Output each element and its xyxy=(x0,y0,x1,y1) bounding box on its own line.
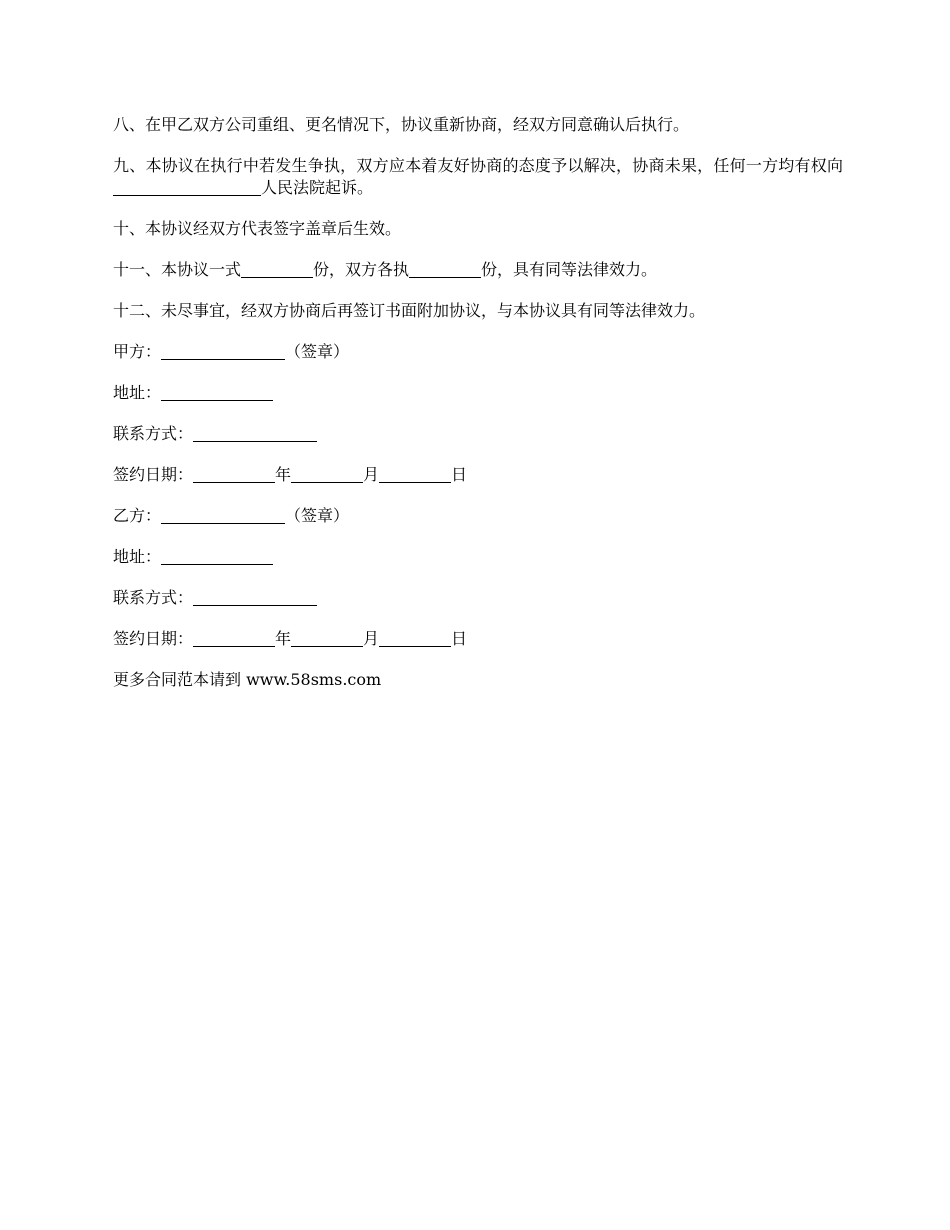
document-content xyxy=(113,114,843,710)
party-b-day-unit: 日 xyxy=(451,629,468,648)
party-b-seal-note: （签章） xyxy=(285,506,350,525)
party-a-seal-note: （签章） xyxy=(285,342,350,361)
clause-11-text-end: 份，具有同等法律效力。 xyxy=(481,260,658,279)
party-b-name-row xyxy=(113,505,843,527)
party-a-address-row xyxy=(113,382,843,404)
party-b-name-blank xyxy=(161,506,285,524)
court-blank xyxy=(113,178,261,196)
party-a-day-unit: 日 xyxy=(451,465,468,484)
party-a-day-blank xyxy=(379,465,451,483)
party-a-year-unit: 年 xyxy=(275,465,292,484)
party-a-address-blank xyxy=(161,383,273,401)
party-a-contact-label: 联系方式： xyxy=(113,424,194,443)
party-b-contact-row xyxy=(113,587,843,609)
party-b-date-label: 签约日期： xyxy=(113,629,194,648)
footer-text: 更多合同范本请到 www.58sms.com xyxy=(113,670,382,689)
party-b-contact-label: 联系方式： xyxy=(113,588,194,607)
party-b-address-label: 地址： xyxy=(113,547,162,566)
party-a-contact-blank xyxy=(193,424,317,442)
clause-8-text: 八、在甲乙双方公司重组、更名情况下，协议重新协商，经双方同意确认后执行。 xyxy=(113,115,690,134)
party-b-month-blank xyxy=(291,629,363,647)
clause-9-text-end: 人民法院起诉。 xyxy=(261,178,374,197)
party-b-year-blank xyxy=(193,629,275,647)
clause-8 xyxy=(113,114,843,136)
clause-10-text: 十、本协议经双方代表签字盖章后生效。 xyxy=(113,219,402,238)
party-a-name-blank xyxy=(161,342,285,360)
party-a-address-label: 地址： xyxy=(113,383,162,402)
clause-9 xyxy=(113,155,843,199)
clause-10 xyxy=(113,218,843,240)
party-a-name-label: 甲方： xyxy=(113,342,162,361)
party-b-day-blank xyxy=(379,629,451,647)
party-a-year-blank xyxy=(193,465,275,483)
party-b-year-unit: 年 xyxy=(275,629,292,648)
party-b-contact-blank xyxy=(193,588,317,606)
footer-note xyxy=(113,669,843,691)
party-a-name-row xyxy=(113,341,843,363)
clause-11-text-mid: 份，双方各执 xyxy=(313,260,410,279)
clause-9-text: 九、本协议在执行中若发生争执，双方应本着友好协商的态度予以解决，协商未果，任何一方均有权向 xyxy=(113,156,843,175)
party-b-date-row xyxy=(113,628,843,650)
party-a-date-row xyxy=(113,464,843,486)
clause-11-text: 十一、本协议一式 xyxy=(113,260,242,279)
party-a-month-unit: 月 xyxy=(363,465,380,484)
party-b-month-unit: 月 xyxy=(363,629,380,648)
party-a-date-label: 签约日期： xyxy=(113,465,194,484)
party-b-address-row xyxy=(113,546,843,568)
party-a-month-blank xyxy=(291,465,363,483)
party-b-name-label: 乙方： xyxy=(113,506,162,525)
clause-12 xyxy=(113,300,843,322)
copies-each-blank xyxy=(409,260,481,278)
party-b-address-blank xyxy=(161,547,273,565)
party-a-contact-row xyxy=(113,423,843,445)
clause-11 xyxy=(113,259,843,281)
copies-total-blank xyxy=(241,260,313,278)
clause-12-text: 十二、未尽事宜，经双方协商后再签订书面附加协议，与本协议具有同等法律效力。 xyxy=(113,301,706,320)
